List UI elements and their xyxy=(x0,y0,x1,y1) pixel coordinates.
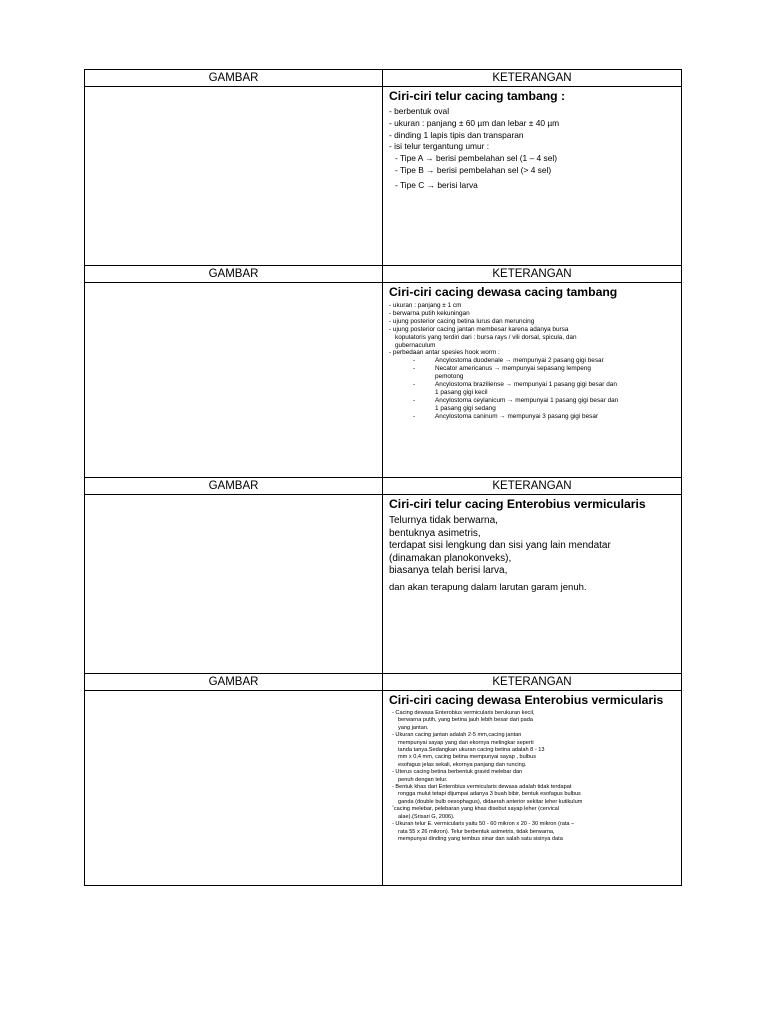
description-line: - Uterus cacing betina berbentuk gravid melebar dan xyxy=(392,769,523,776)
description-line: - perbedaan antar spesies hook worm : xyxy=(389,349,500,357)
description-line: mempunyai dinding yang tembus sinar dan salah satu sisinya data xyxy=(398,835,563,842)
species-item-continued: 1 pasang gigi kecil xyxy=(435,388,488,396)
description-list xyxy=(389,302,681,421)
description-cell xyxy=(383,87,682,266)
description-cell xyxy=(383,495,682,674)
description-line: Telurnya tidak berwarna, xyxy=(389,515,498,526)
description-line: penuh dengan telur. xyxy=(398,776,448,783)
description-line: - isi telur tergantung umur : xyxy=(389,141,490,152)
description-line: rongga mulut tetapi dijumpai adanya 3 buah bibir, bentuk esofagus bulbus xyxy=(398,791,581,798)
description-line: - Tipe A → berisi pembelahan sel (1 – 4 sel) xyxy=(395,153,557,164)
description-line: kopulatoris yang terdiri dari : bursa rays / vili dorsal, spicula, dan xyxy=(395,333,577,341)
species-item-continued: pemotong xyxy=(435,373,464,381)
species-item: - Ancylostoma caninum → mempunyai 3 pasang gigi besar xyxy=(413,412,599,420)
description-line: ganda (double bulb oesophagus), didaerah anterior sekitar leher kutikulum xyxy=(398,798,583,805)
description-line: bentuknya asimetris, xyxy=(389,527,481,539)
description-line: - ujung posterior cacing jantan membesar karena adanya bursa xyxy=(389,325,569,333)
image-cell xyxy=(85,495,383,674)
description-line: yang jantan. xyxy=(398,724,429,731)
description-line: mempunyai sayap yang dan ekornya melingkar seperti xyxy=(398,739,534,746)
image-cell xyxy=(85,691,383,886)
header-row xyxy=(85,674,682,691)
worm-characteristics-table xyxy=(84,69,682,886)
section-row xyxy=(85,283,682,478)
image-cell xyxy=(85,283,383,478)
description-line: - dinding 1 lapis tipis dan transparan xyxy=(389,129,524,140)
header-gambar: GAMBAR xyxy=(85,674,383,691)
section-row xyxy=(85,87,682,266)
description-line: dan akan terapung dalam larutan garam jenuh. xyxy=(389,581,587,593)
description-cell xyxy=(383,691,682,886)
section-title: Ciri-ciri cacing dewasa cacing tambang xyxy=(389,285,618,299)
header-row xyxy=(85,478,682,495)
species-item: - Ancylostoma ceylanicum → mempunyai 1 pasang gigi besar dan xyxy=(413,396,619,404)
description-line: - Cacing dewasa Enterobius vermicularis berukuran kecil, xyxy=(392,710,535,716)
description-line: gubernaculum xyxy=(395,341,436,349)
description-list xyxy=(389,106,681,192)
species-item: - Ancylostoma duodenale → mempunyai 2 pasang gigi besar xyxy=(413,357,604,365)
description-line: - Ukuran telur E. vermicularis yaitu 50 - 60 mikron x 20 - 30 mikron (rata – xyxy=(392,821,575,828)
description-list xyxy=(392,710,681,843)
header-gambar: GAMBAR xyxy=(85,266,383,283)
header-keterangan: KETERANGAN xyxy=(383,674,682,691)
description-line: berwarna putih, yang betina jauh lebih besar dari pada xyxy=(398,717,533,724)
description-line: ˆcacing melebar, pelebaran yang khas disebut sayap leher (cervical xyxy=(392,806,559,813)
section-title: Ciri-ciri cacing dewasa Enterobius vermicularis xyxy=(389,693,664,707)
description-line: biasanya telah berisi larva, xyxy=(389,565,508,576)
description-line: - Tipe B → berisi pembelahan sel (> 4 sel) xyxy=(395,164,552,175)
header-keterangan: KETERANGAN xyxy=(383,266,682,283)
header-gambar: GAMBAR xyxy=(85,478,383,495)
header-keterangan: KETERANGAN xyxy=(383,478,682,495)
section-title: Ciri-ciri telur cacing Enterobius vermicularis xyxy=(389,497,646,511)
header-keterangan: KETERANGAN xyxy=(383,70,682,87)
description-line: - berwarna putih kekuningan xyxy=(389,309,470,317)
header-row xyxy=(85,266,682,283)
species-item-continued: 1 pasang gigi sedang xyxy=(435,404,496,412)
description-line: - Ukuran cacing jantan adalah 2-5 mm,cacing jantan xyxy=(392,732,522,739)
header-row xyxy=(85,70,682,87)
description-line: tanda tanya.Sedangkan ukuran cacing betina adalah 8 - 13 xyxy=(398,747,545,754)
description-line: rata 55 x 26 mikron). Telur berbentuk asimetris, tidak berwarna, xyxy=(398,828,555,835)
section-row xyxy=(85,495,682,674)
species-item: - Ancylostoma braziliense → mempunyai 1 pasang gigi besar dan xyxy=(413,381,617,389)
description-cell xyxy=(383,283,682,478)
header-gambar: GAMBAR xyxy=(85,70,383,87)
description-line: - berbentuk oval xyxy=(389,106,450,116)
image-cell xyxy=(85,87,383,266)
description-line: mm x 0,4 mm, cacing betina mempunyai sayap , bulbus xyxy=(398,754,537,761)
species-item: - Necator americanus → mempunyai sepasang lempeng xyxy=(413,365,591,373)
description-line: - Bentuk khas dari Enterobius vermicularis dewasa adalah tidak terdapat xyxy=(392,784,572,791)
description-line: - ujung posterior cacing betina lurus dan meruncing xyxy=(389,317,535,325)
description-line: (dinamakan planokonveks), xyxy=(389,552,512,564)
description-line: - ukuran : panjang ± 1 cm xyxy=(389,302,462,309)
section-row xyxy=(85,691,682,886)
description-line: terdapat sisi lengkung dan sisi yang lain mendatar xyxy=(389,540,611,551)
description-line: - Tipe C → berisi larva xyxy=(395,179,478,190)
section-title: Ciri-ciri telur cacing tambang : xyxy=(389,89,566,103)
description-list xyxy=(389,515,681,594)
description-line: alae).(Srisari G, 2006). xyxy=(398,813,455,820)
description-line: esofagus jelas sekali, ekornya panjang dan runcing. xyxy=(398,761,527,768)
description-line: - ukuran : panjang ± 60 µm dan lebar ± 40 µm xyxy=(389,117,560,128)
